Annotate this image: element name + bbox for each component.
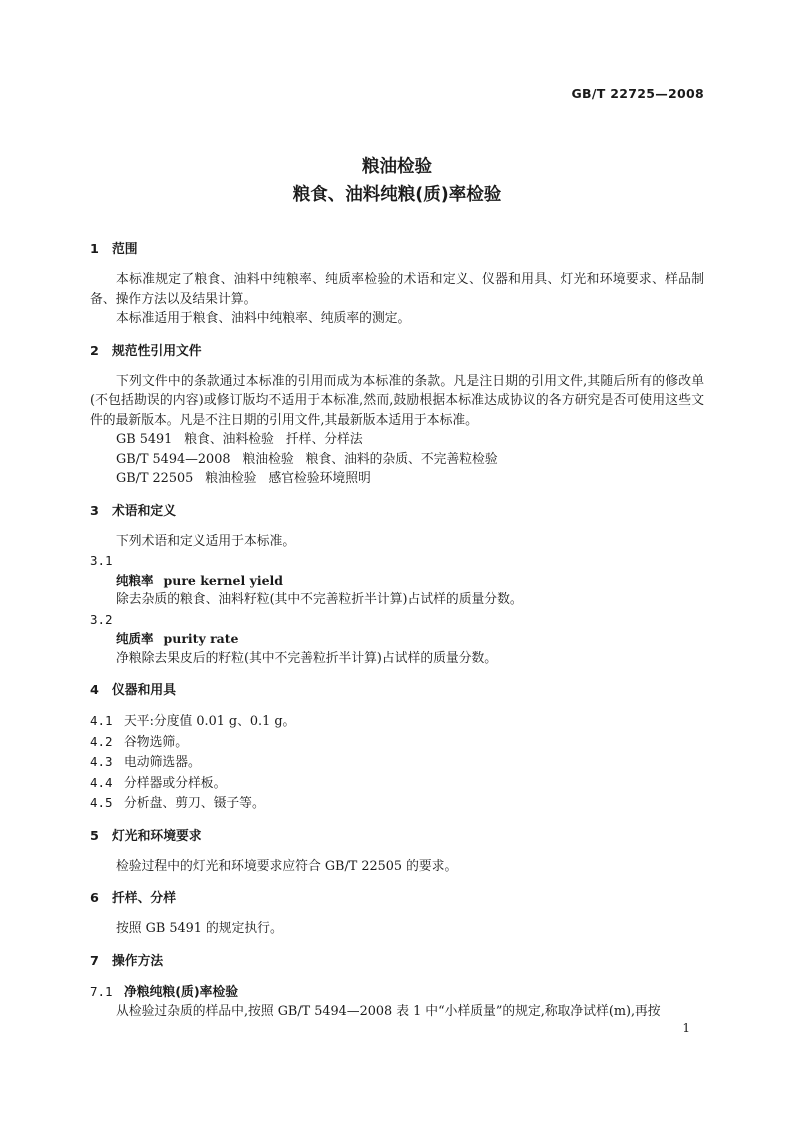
section-title: 扦样、分样 [112, 891, 176, 906]
subsection-title: 净粮纯粮(质)率检验 [124, 984, 239, 1000]
reference-title: 粮油检验 [205, 471, 257, 486]
standard-code: GB/T 22725—2008 [571, 86, 704, 101]
section-number: 7 [90, 953, 99, 969]
list-item [90, 793, 704, 814]
section-title: 规范性引用文件 [112, 343, 202, 359]
reference-code: GB/T 5494—2008 [116, 451, 231, 467]
section-title: 范围 [112, 242, 138, 257]
paragraph: 下列术语和定义适用于本标准。 [116, 533, 296, 549]
reference-subtitle: 扦样、分样法 [285, 432, 363, 447]
term-zh: 纯质率 [116, 631, 154, 646]
reference-item [90, 469, 704, 489]
reference-code: GB 5491 [116, 432, 173, 447]
list-item [90, 773, 704, 794]
section-heading [90, 952, 704, 972]
reference-code: GB/T 22505 [116, 471, 194, 486]
term-definition: 净粮除去果皮后的籽粒(其中不完善粒折半计算)占试样的质量分数。 [116, 650, 498, 666]
section-number: 6 [90, 891, 99, 906]
paragraph: 本标准适用于粮食、油料中纯粮率、纯质率的测定。 [116, 311, 411, 326]
section-title: 操作方法 [112, 953, 164, 969]
paragraph: 从检验过杂质的样品中,按照 GB/T 5494—2008 表 1 中“小样质量”的规定,称取净试样(m),再按 [116, 1004, 661, 1019]
term-definition: 除去杂质的粮食、油料籽粒(其中不完善粒折半计算)占试样的质量分数。 [116, 592, 523, 607]
document-body [90, 240, 704, 1022]
paragraph: 下列文件中的条款通过本标准的引用而成为本标准的条款。凡是注日期的引用文件,其随后所有的修改单(不包括勘误的内容)或修订版均不适用于本标准,然而,鼓励根据本标准达成协议的各方研究是否可使用这些文件的最新版本。凡是不注日期的引用文件,其最新版本适用于本标准。 [90, 373, 704, 428]
section-heading [90, 681, 704, 701]
term-entry [90, 629, 704, 649]
list-item [90, 752, 704, 773]
page-number: 1 [682, 1021, 690, 1035]
list-item [90, 732, 704, 753]
item-number: 4.5 [90, 795, 113, 810]
section-number: 1 [90, 242, 99, 257]
term-number: 3.2 [90, 611, 113, 627]
reference-subtitle: 粮食、油料的杂质、不完善粒检验 [305, 451, 498, 467]
paragraph: 按照 GB 5491 的规定执行。 [116, 921, 283, 936]
term-zh: 纯粮率 [116, 572, 154, 588]
item-number: 4.3 [90, 754, 113, 769]
section-heading [90, 240, 704, 260]
section-number: 2 [90, 343, 99, 359]
section-number: 4 [90, 683, 99, 698]
section-heading [90, 502, 704, 522]
list-item [90, 711, 704, 732]
term-en: pure kernel yield [163, 572, 284, 588]
doc-title-line2: 粮食、油料纯粮(质)率检验 [292, 185, 502, 205]
item-text: 电动筛选器。 [124, 755, 201, 770]
section-title: 术语和定义 [112, 503, 176, 519]
term-entry [90, 571, 704, 591]
item-text: 天平:分度值 0.01 g、0.1 g。 [124, 714, 296, 729]
section-title: 仪器和用具 [112, 683, 176, 698]
term-number: 3.1 [90, 553, 113, 568]
section-heading [90, 342, 704, 362]
doc-title-line1: 粮油检验 [362, 157, 432, 177]
section-heading [90, 889, 704, 909]
paragraph: 本标准规定了粮食、油料中纯粮率、纯质率检验的术语和定义、仪器和用具、灯光和环境要求、样品制备、操作方法以及结果计算。 [90, 272, 704, 307]
term-en: purity rate [163, 631, 239, 646]
item-text: 谷物选筛。 [124, 734, 188, 750]
section-heading [90, 827, 704, 847]
subsection-heading [90, 982, 704, 1003]
subsection-number: 7.1 [90, 983, 113, 999]
section-number: 5 [90, 828, 99, 844]
item-number: 4.4 [90, 774, 113, 790]
item-text: 分样器或分样板。 [124, 775, 227, 791]
paragraph: 检验过程中的灯光和环境要求应符合 GB/T 22505 的要求。 [116, 858, 458, 874]
reference-title: 粮食、油料检验 [184, 432, 274, 447]
item-number: 4.1 [90, 713, 113, 728]
reference-title: 粮油检验 [242, 451, 294, 467]
reference-subtitle: 感官检验环境照明 [268, 471, 371, 486]
item-text: 分析盘、剪刀、镊子等。 [124, 796, 265, 811]
reference-item [90, 450, 704, 470]
section-number: 3 [90, 503, 99, 519]
item-number: 4.2 [90, 733, 113, 749]
reference-item [90, 430, 704, 450]
section-title: 灯光和环境要求 [112, 828, 202, 844]
